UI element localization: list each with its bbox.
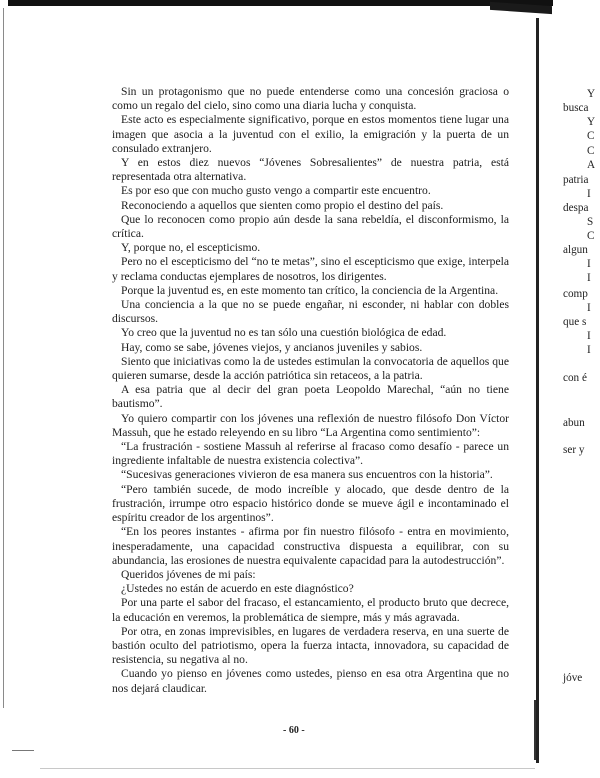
facing-page-fragment: I [587,302,591,314]
facing-page-fragment: comp [563,288,588,300]
facing-page-fragment: despa [563,202,589,214]
facing-page-fragment: ser y [563,444,585,456]
paragraph: Yo quiero compartir con los jóvenes una reflexión de nuestro filósofo Don Víctor Massuh, que he estado releyendo en su libro “La Argentina como sentimiento”: [112,411,509,439]
paragraph: Hay, como se sabe, jóvenes viejos, y ancianos juveniles y sabios. [121,340,423,354]
paragraph: Y en estos diez nuevos “Jóvenes Sobresalientes” de nuestra patria, está representada otra alternativa. [112,156,509,184]
paragraph: Una conciencia a la que no se puede engañar, ni esconder, ni hablar con dobles discursos. [112,298,509,326]
paragraph: “Pero también sucede, de modo increíble y alocado, que desde dentro de la frustración, irrumpe otro espacio histórico donde se mueve ágil e incontaminado el espíritu creador de los argentinos”. [112,482,509,525]
facing-page-fragment: patria [563,174,589,186]
facing-page-fragment: I [587,344,591,356]
paragraph: Por una parte el sabor del fracaso, el estancamiento, el producto bruto que decrece, la educación en veremos, la problemática de siempre, más y más agravada. [112,596,509,624]
facing-page-fragment: I [587,330,591,342]
scan-top-shadow [8,0,553,6]
facing-page-fragment: con é [563,372,587,384]
page-left-edge [3,8,4,708]
paragraph: Es por eso que con mucho gusto vengo a compartir este encuentro. [121,184,431,198]
scan-mark [12,750,34,751]
facing-page-fragment: S [587,216,594,228]
paragraph: Cuando yo pienso en jóvenes como ustedes, pienso en esa otra Argentina que no nos dejará claudicar. [112,667,509,695]
book-spine-shadow [536,18,539,763]
facing-page-fragment: jóve [563,672,583,684]
paragraph: Pero no el escepticismo del “no te metas”, sino el escepticismo que exige, interpela y reclama conductas ejemplares de nosotros, los dirigentes. [112,255,509,283]
facing-page-fragment: C [587,145,595,157]
paragraph: “La frustración - sostiene Massuh al referirse al fracaso como desafío - parece un ingrediente infaltable de nuestra existencia colectiva”. [112,440,509,468]
facing-page-fragment: abun [563,417,585,429]
facing-page-fragment: I [587,272,591,284]
facing-page-fragment: C [587,130,595,142]
paragraph: Y, porque no, el escepticismo. [121,241,261,255]
paragraph: Por otra, en zonas imprevisibles, en lugares de verdadera reserva, en una suerte de bastión oculto del patriotismo, opera la fuerza intacta, innovadora, su capacidad de resistencia, su negativa al no. [112,624,509,667]
paragraph: A esa patria que al decir del gran poeta Leopoldo Marechal, “aún no tiene bautismo”. [112,383,509,411]
paragraph: Reconociendo a aquellos que sienten como propio el destino del país. [121,198,444,212]
paragraph: Yo creo que la juventud no es tan sólo una cuestión biológica de edad. [121,326,447,340]
page-body-text [112,85,509,696]
page-bottom-edge [40,768,535,769]
paragraph: Porque la juventud es, en este momento tan crítico, la conciencia de la Argentina. [121,283,499,297]
facing-page-fragment: C [587,230,595,242]
facing-page-fragment: I [587,258,591,270]
paragraph: Queridos jóvenes de mi país: [121,567,256,581]
paragraph: ¿Ustedes no están de acuerdo en este diagnóstico? [121,582,354,596]
book-spine-curve [526,700,536,760]
page-number: - 60 - [283,725,305,736]
facing-page-fragment: Y [587,116,596,128]
paragraph: “En los peores instantes - afirma por fin nuestro filósofo - entra en movimiento, inesperadamente, una capacidad constructiva dispuesta a equilibrar, con su abundancia, las erosiones de nuestra equivalente capacidad para la autodestrucción”. [112,525,509,567]
paragraph: Sin un protagonismo que no puede entenderse como una concesión graciosa o como un regalo del cielo, sino como una diaria lucha y conquista. [112,85,509,113]
facing-page-fragment: I [587,188,591,200]
paragraph: Que lo reconocen como propio aún desde la sana rebeldía, el disconformismo, la crítica. [112,212,509,241]
facing-page-fragment: Y [587,88,596,100]
facing-page-fragment: que s [563,316,587,328]
facing-page-fragment: busca [563,102,589,114]
facing-page-fragment: algun [563,244,588,256]
facing-page-fragment: A [587,159,596,171]
paragraph: Este acto es especialmente significativo, porque en estos momentos tiene lugar una imagen que asocia a la juventud con el exilio, la emigración y la puerta de un consulado extranjero. [112,113,509,155]
paragraph: “Sucesivas generaciones vivieron de esa manera sus encuentros con la historia”. [121,468,493,482]
paragraph: Siento que iniciativas como la de ustedes estimulan la convocatoria de aquellos que quieren sumarse, desde la acción patriótica sin retaceos, a la patria. [112,354,509,383]
